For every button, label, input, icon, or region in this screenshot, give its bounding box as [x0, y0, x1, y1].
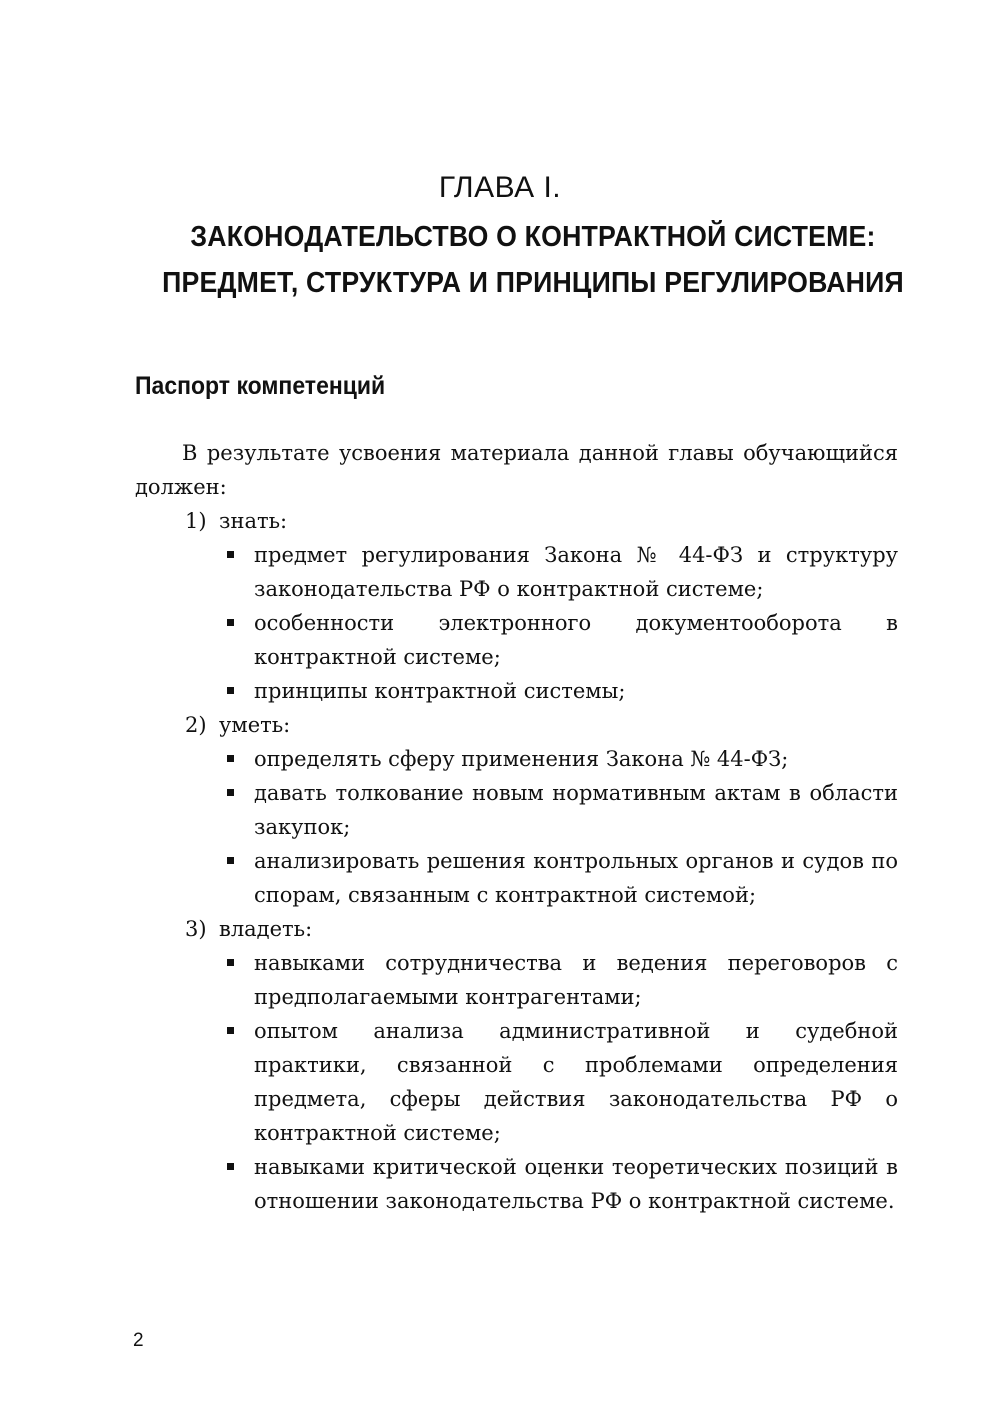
list-item-text: навыками критической оценки теоретических позиций в отношении законодательства РФ о контрактной системе.: [254, 1155, 898, 1213]
list-item-text: принципы контрактной системы;: [254, 679, 626, 703]
list-item: [135, 674, 898, 708]
list-item-text: навыками сотрудничества и ведения переговоров с предполагаемыми контрагентами;: [254, 951, 898, 1009]
section-heading: Паспорт компетенций: [135, 372, 386, 400]
list-item-text: давать толкование новым нормативным актам в области закупок;: [254, 781, 898, 839]
list-item-text: опытом анализа административной и судебной практики, связанной с проблемами определения предмета, сферы действия законодательства РФ о контрактной системе;: [254, 1019, 898, 1145]
chapter-title-line-1: ЗАКОНОДАТЕЛЬСТВО О КОНТРАКТНОЙ СИСТЕМЕ:: [190, 221, 876, 253]
page-number: 2: [133, 1330, 144, 1351]
bullet-icon: [227, 687, 234, 694]
level-number: 2): [185, 713, 207, 737]
level-label: знать:: [219, 509, 288, 533]
list-item: [135, 946, 898, 1014]
competency-level: [135, 504, 898, 538]
competency-group-can: [135, 708, 898, 912]
list-item-text: анализировать решения контрольных органов и судов по спорам, связанным с контрактной системой;: [254, 849, 898, 907]
bullet-icon: [227, 1027, 234, 1034]
level-number: 3): [185, 917, 207, 941]
list-item-text: определять сферу применения Закона № 44-ФЗ;: [254, 747, 789, 771]
bullet-icon: [227, 551, 234, 558]
bullet-icon: [227, 1163, 234, 1170]
bullet-icon: [227, 857, 234, 864]
bullet-list: [135, 946, 898, 1218]
list-item: [135, 776, 898, 844]
level-label: владеть:: [219, 917, 313, 941]
competencies-body: [135, 436, 898, 1218]
bullet-icon: [227, 789, 234, 796]
chapter-title-line-2: ПРЕДМЕТ, СТРУКТУРА И ПРИНЦИПЫ РЕГУЛИРОВАНИЯ: [162, 267, 904, 299]
bullet-icon: [227, 619, 234, 626]
level-label: уметь:: [219, 713, 291, 737]
bullet-icon: [227, 959, 234, 966]
competency-group-possess: [135, 912, 898, 1218]
list-item: [135, 606, 898, 674]
chapter-label: ГЛАВА I.: [438, 171, 562, 204]
level-number: 1): [185, 509, 207, 533]
chapter-title: [135, 214, 932, 306]
bullet-list: [135, 742, 898, 912]
list-item-text: особенности электронного документооборота в контрактной системе;: [254, 611, 898, 669]
list-item: [135, 742, 898, 776]
bullet-list: [135, 538, 898, 708]
competency-level: [135, 708, 898, 742]
list-item: [135, 538, 898, 606]
competency-level: [135, 912, 898, 946]
list-item: [135, 1150, 898, 1218]
list-item: [135, 1014, 898, 1150]
competency-group-know: [135, 504, 898, 708]
intro-paragraph: В результате усвоения материала данной главы обучающийся должен:: [135, 441, 898, 499]
list-item-text: предмет регулирования Закона № 44-ФЗ и структуру законодательства РФ о контрактной системе;: [254, 543, 898, 601]
list-item: [135, 844, 898, 912]
bullet-icon: [227, 755, 234, 762]
